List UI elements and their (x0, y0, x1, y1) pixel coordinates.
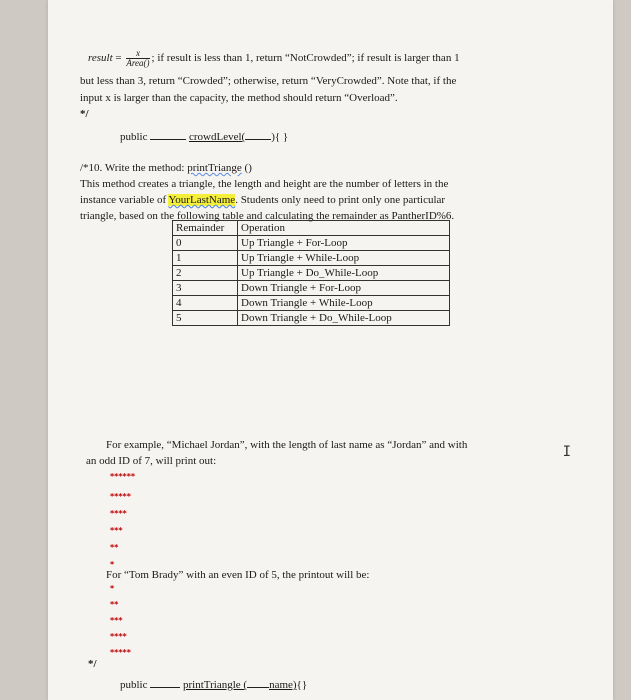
table-row (173, 311, 450, 326)
yourlastname-highlight: YourLastName (168, 194, 236, 206)
result-label: result (88, 52, 113, 65)
method-suffix: ){ } (271, 131, 289, 143)
table-cell-remainder: 2 (173, 266, 238, 281)
q10-heading (80, 161, 252, 176)
table-row (173, 236, 450, 251)
table-cell-remainder: 5 (173, 311, 238, 326)
star-row: ***** (110, 492, 131, 501)
method-signature-crowdlevel (120, 129, 288, 145)
star-row: ** (110, 543, 119, 552)
formula-line (88, 49, 460, 68)
q10-line-1: This method creates a triangle, the length and height are the number of letters in the (80, 178, 449, 190)
method-name-crowdlevel: crowdLevel( (189, 131, 246, 143)
q10-heading-suffix: () (241, 162, 252, 174)
comment-close-1: */ (80, 108, 89, 120)
blank-line (247, 677, 269, 688)
table-cell-remainder: 3 (173, 281, 238, 296)
star-row: ***** (110, 648, 131, 657)
table-cell-operation: Up Triangle + Do_While-Loop (238, 266, 450, 281)
method-signature-printtriangle (120, 677, 307, 693)
table-row (173, 281, 450, 296)
star-row: * (110, 584, 115, 593)
comment-close-2: */ (88, 658, 97, 670)
q10-line-2-suffix: . Students only need to print only one particular (235, 194, 446, 206)
table-cell-operation: Down Triangle + While-Loop (238, 296, 450, 311)
star-row: **** (110, 632, 127, 641)
star-row: * (110, 560, 115, 569)
star-row: ** (110, 600, 119, 609)
fraction-denominator: Area() (126, 58, 150, 68)
table-row (173, 266, 450, 281)
example-2-line-1: For “Tom Brady” with an even ID of 5, the printout will be: (106, 569, 370, 581)
q10-line-3: triangle, based on the following table and calculating the remainder as PantherID%6. (80, 210, 455, 222)
table-row (173, 251, 450, 266)
star-row: *** (110, 616, 123, 625)
blank-line (150, 677, 180, 688)
blank-line (245, 129, 271, 140)
formula-rest: ; if result is less than 1, return “NotCrowded”; if result is larger than 1 (151, 52, 460, 65)
table-cell-operation: Up Triangle + While-Loop (238, 251, 450, 266)
method-param: name) (269, 679, 297, 691)
q10-line-2-prefix: instance variable of (80, 194, 169, 206)
star-row: **** (110, 509, 127, 518)
formula-line-2: but less than 3, return “Crowded”; otherwise, return “VeryCrowded”. Note that, if the (80, 75, 457, 87)
public-keyword: public (120, 679, 148, 691)
table-cell-remainder: 4 (173, 296, 238, 311)
text-cursor-icon: I (562, 444, 571, 460)
fraction (126, 49, 149, 68)
fraction-numerator: x (126, 49, 149, 59)
blank-line (150, 129, 186, 140)
table-header-remainder: Remainder (173, 221, 238, 236)
q10-method-name: printTriange (187, 162, 242, 174)
table-cell-operation: Down Triangle + Do_While-Loop (238, 311, 450, 326)
table-row (173, 296, 450, 311)
table-cell-operation: Down Triangle + For-Loop (238, 281, 450, 296)
method-name-printtriangle: printTriangle ( (183, 679, 248, 691)
q10-heading-prefix: /*10. Write the method: (80, 162, 188, 174)
public-keyword: public (120, 131, 148, 143)
remainder-operation-table (172, 220, 450, 326)
document-page (48, 0, 613, 700)
formula-line-3: input x is larger than the capacity, the method should return “Overload”. (80, 92, 398, 104)
table-cell-remainder: 1 (173, 251, 238, 266)
example-1-line-1: For example, “Michael Jordan”, with the length of last name as “Jordan” and with (106, 439, 468, 451)
table-cell-remainder: 0 (173, 236, 238, 251)
q10-line-2 (80, 193, 445, 208)
example-1-line-2: an odd ID of 7, will print out: (86, 455, 217, 467)
method-brace: {} (296, 679, 308, 691)
table-header-operation: Operation (238, 221, 450, 236)
table-header-row (173, 221, 450, 236)
equals-sign: = (115, 52, 122, 65)
table-cell-operation: Up Triangle + For-Loop (238, 236, 450, 251)
star-row: *** (110, 526, 123, 535)
star-row: ****** (110, 472, 136, 481)
